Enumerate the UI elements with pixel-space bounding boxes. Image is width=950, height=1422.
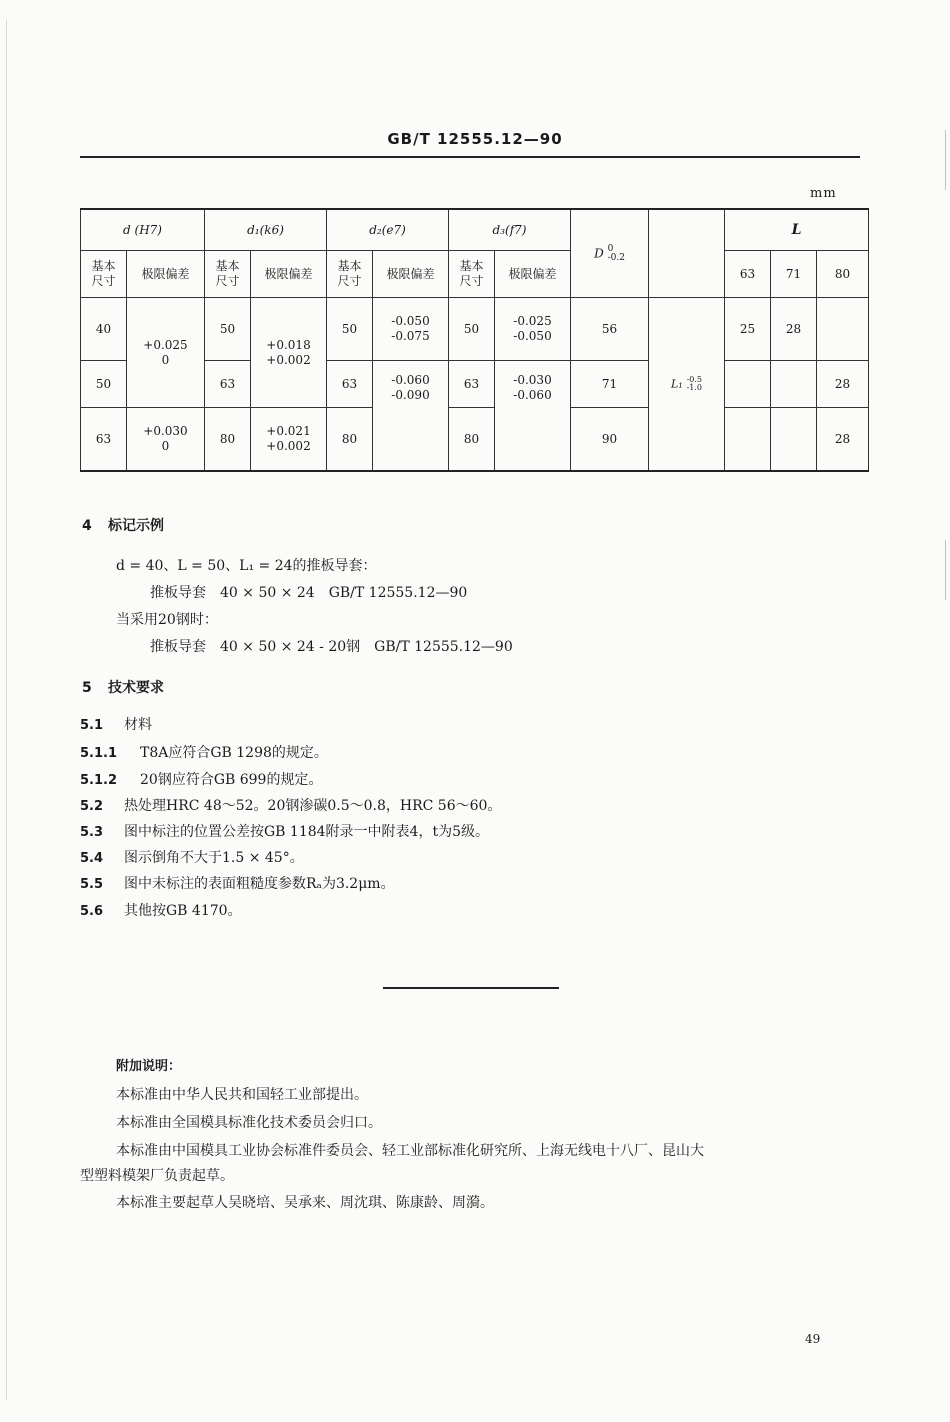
req-5-6: 5.6 其他按GB 4170。 bbox=[80, 903, 242, 919]
table-row bbox=[81, 298, 869, 361]
cell-d3: 50 bbox=[449, 298, 495, 361]
cell-D: 90 bbox=[571, 408, 649, 472]
dimension-table bbox=[80, 208, 869, 472]
cell-d2: 50 bbox=[327, 298, 373, 361]
cell-D: 71 bbox=[571, 361, 649, 408]
cell-d1-dev: +0.021 +0.002 bbox=[251, 408, 327, 472]
header-L1 bbox=[649, 209, 725, 298]
cell-L71 bbox=[771, 361, 817, 408]
header-d1-basic: 基本尺寸 bbox=[205, 251, 251, 298]
req-5-1-1: 5.1.1 T8A应符合GB 1298的规定。 bbox=[80, 745, 328, 761]
cell-L71: 28 bbox=[771, 298, 817, 361]
unit-label: mm bbox=[810, 186, 837, 201]
header-L-80: 80 bbox=[817, 251, 869, 298]
header-d2-dev: 极限偏差 bbox=[373, 251, 449, 298]
cell-d1: 80 bbox=[205, 408, 251, 472]
marking-example-1: d = 40、L = 50、L₁ = 24的推板导套： bbox=[116, 558, 377, 574]
req-5-1-2: 5.1.2 20钢应符合GB 699的规定。 bbox=[80, 772, 323, 788]
cell-L80: 28 bbox=[817, 361, 869, 408]
marking-example-3: 当采用20钢时： bbox=[116, 612, 218, 628]
cell-L63: 25 bbox=[725, 298, 771, 361]
cell-d2: 63 bbox=[327, 361, 373, 408]
header-d: d (H7) bbox=[81, 209, 205, 251]
header-d3-basic: 基本尺寸 bbox=[449, 251, 495, 298]
cell-d: 50 bbox=[81, 361, 127, 408]
cell-d: 40 bbox=[81, 298, 127, 361]
scan-margin-right-2 bbox=[945, 540, 946, 600]
notes-paragraph-4: 本标准主要起草人吴晓培、吴承来、周沈琪、陈康龄、周漪。 bbox=[116, 1195, 494, 1211]
header-L-63: 63 bbox=[725, 251, 771, 298]
end-rule bbox=[383, 987, 559, 989]
req-5-1: 5.1 材料 bbox=[80, 717, 152, 733]
cell-d1-dev: +0.018 +0.002 bbox=[251, 298, 327, 408]
marking-example-2: 推板导套 40 × 50 × 24 GB/T 12555.12—90 bbox=[150, 585, 468, 601]
header-D: D 0 -0.2 bbox=[571, 209, 649, 298]
header-d2-basic: 基本尺寸 bbox=[327, 251, 373, 298]
cell-d-dev: +0.030 0 bbox=[127, 408, 205, 472]
notes-paragraph-3a: 本标准由中国模具工业协会标准件委员会、轻工业部标准化研究所、上海无线电十八厂、昆山大 bbox=[116, 1143, 704, 1159]
cell-L1: L₁ -0.5 -1.0 bbox=[649, 298, 725, 472]
cell-L80: 28 bbox=[817, 408, 869, 472]
header-d3-dev: 极限偏差 bbox=[495, 251, 571, 298]
notes-heading: 附加说明： bbox=[116, 1059, 182, 1074]
req-5-5: 5.5 图中未标注的表面粗糙度参数Rₐ为3.2μm。 bbox=[80, 876, 395, 892]
section-4-heading: 4 标记示例 bbox=[82, 518, 164, 534]
cell-d2-dev: -0.060 -0.090 bbox=[373, 361, 449, 472]
cell-d: 63 bbox=[81, 408, 127, 472]
header-d1: d₁(k6) bbox=[205, 209, 327, 251]
cell-D: 56 bbox=[571, 298, 649, 361]
cell-d2: 80 bbox=[327, 408, 373, 472]
header-rule bbox=[80, 156, 860, 158]
cell-d3-dev: -0.030 -0.060 bbox=[495, 361, 571, 472]
notes-paragraph-1: 本标准由中华人民共和国轻工业部提出。 bbox=[116, 1087, 368, 1103]
page-number: 49 bbox=[805, 1332, 821, 1346]
cell-L63 bbox=[725, 408, 771, 472]
scan-margin-left bbox=[6, 20, 7, 1400]
cell-d3: 63 bbox=[449, 361, 495, 408]
header-L: L bbox=[725, 209, 869, 251]
header-d2: d₂(e7) bbox=[327, 209, 449, 251]
cell-d3-dev: -0.025 -0.050 bbox=[495, 298, 571, 361]
standard-number: GB/T 12555.12—90 bbox=[387, 130, 563, 148]
cell-L63 bbox=[725, 361, 771, 408]
header-d-dev: 极限偏差 bbox=[127, 251, 205, 298]
req-5-2: 5.2 热处理HRC 48～52。20钢渗碳0.5～0.8，HRC 56～60。 bbox=[80, 798, 502, 814]
table-row bbox=[81, 408, 869, 472]
scan-margin-right bbox=[945, 130, 946, 190]
header-d3: d₃(f7) bbox=[449, 209, 571, 251]
req-5-4: 5.4 图示倒角不大于1.5 × 45°。 bbox=[80, 850, 304, 866]
header-d1-dev: 极限偏差 bbox=[251, 251, 327, 298]
header-d-basic: 基本尺寸 bbox=[81, 251, 127, 298]
cell-d1: 50 bbox=[205, 298, 251, 361]
cell-L80 bbox=[817, 298, 869, 361]
notes-paragraph-2: 本标准由全国模具标准化技术委员会归口。 bbox=[116, 1115, 382, 1131]
cell-d-dev: +0.025 0 bbox=[127, 298, 205, 408]
cell-L71 bbox=[771, 408, 817, 472]
notes-paragraph-3b: 型塑料模架厂负责起草。 bbox=[80, 1168, 234, 1184]
header-L-71: 71 bbox=[771, 251, 817, 298]
req-5-3: 5.3 图中标注的位置公差按GB 1184附录一中附表4，t为5级。 bbox=[80, 824, 489, 840]
marking-example-4: 推板导套 40 × 50 × 24 - 20钢 GB/T 12555.12—90 bbox=[150, 639, 513, 655]
cell-d1: 63 bbox=[205, 361, 251, 408]
cell-d3: 80 bbox=[449, 408, 495, 472]
cell-d2-dev: -0.050 -0.075 bbox=[373, 298, 449, 361]
section-5-heading: 5 技术要求 bbox=[82, 680, 164, 696]
